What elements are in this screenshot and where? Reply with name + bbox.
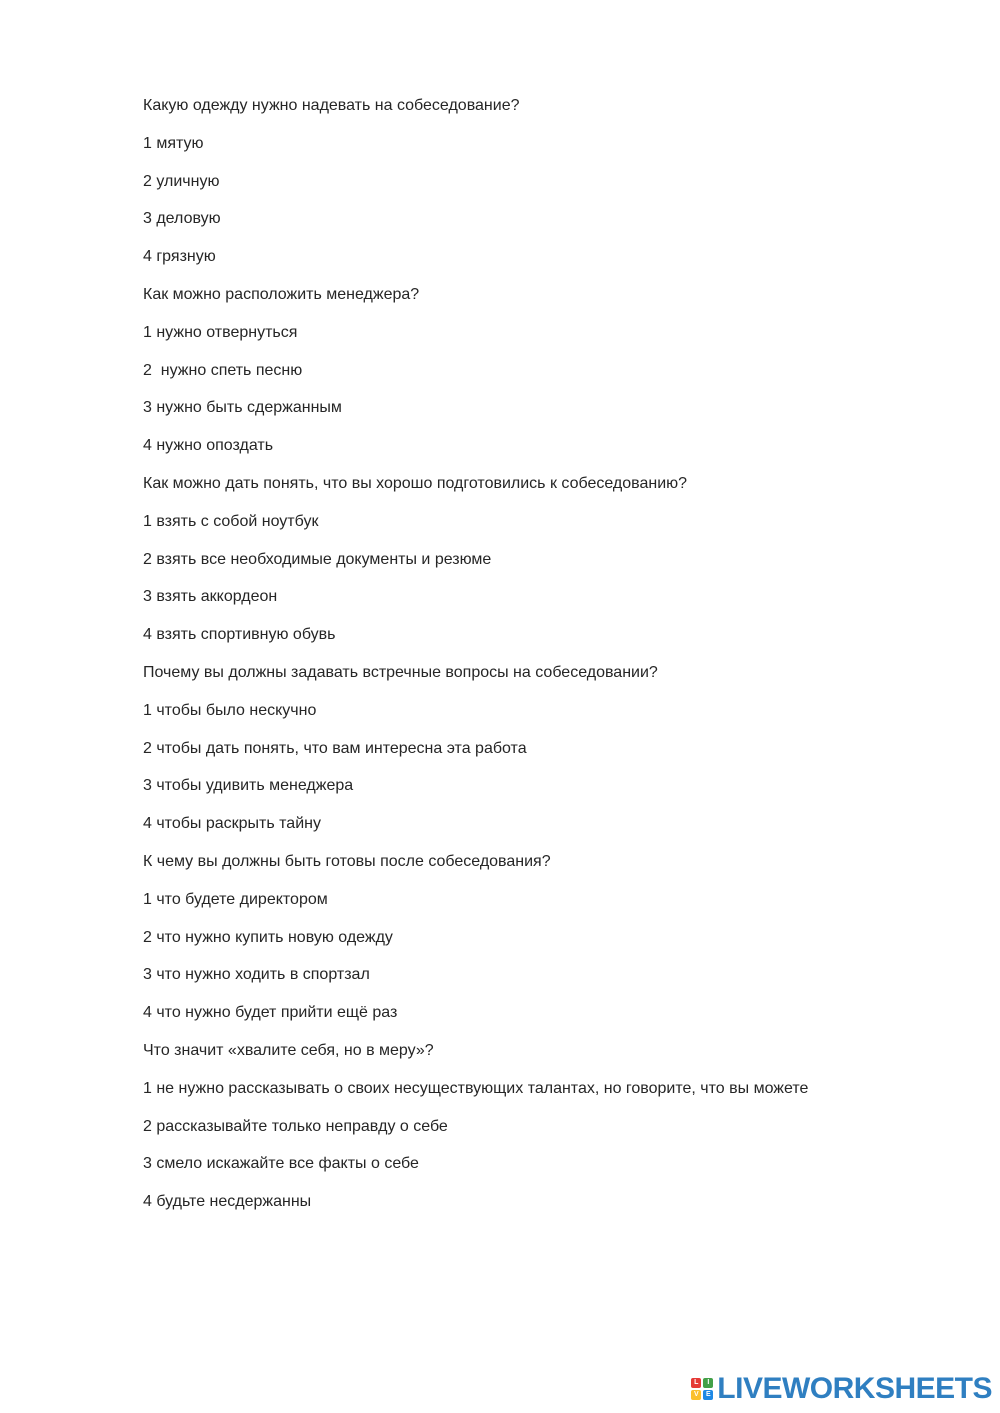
logo-mark-tile: V: [691, 1390, 701, 1400]
question-2-option-4: 4 нужно опоздать: [143, 437, 274, 455]
question-2-option-2: 2 нужно спеть песню: [143, 361, 303, 379]
question-3: Как можно дать понять, что вы хорошо подготовились к собеседованию?: [143, 474, 688, 492]
liveworksheets-logo: [691, 1372, 992, 1406]
question-2-option-1: 1 нужно отвернуться: [143, 323, 298, 341]
logo-text: LIVEWORKSHEETS: [717, 1372, 992, 1405]
question-4: Почему вы должны задавать встречные вопросы на собеседовании?: [143, 663, 658, 681]
question-6-option-3: 3 смело искажайте все факты о себе: [143, 1155, 419, 1173]
question-5-option-1: 1 что будете директором: [143, 890, 328, 908]
question-1-option-3: 3 деловую: [143, 210, 221, 228]
question-4-option-4: 4 чтобы раскрыть тайну: [143, 815, 321, 833]
question-1-option-2: 2 уличную: [143, 172, 220, 190]
logo-mark-tile: E: [703, 1390, 713, 1400]
question-2: Как можно расположить менеджера?: [143, 285, 420, 303]
question-5-option-3: 3 что нужно ходить в спортзал: [143, 966, 370, 984]
question-1-option-1: 1 мятую: [143, 134, 204, 152]
question-3-option-1: 1 взять с собой ноутбук: [143, 512, 319, 530]
logo-mark-tile: L: [691, 1378, 701, 1388]
question-6-option-2: 2 рассказывайте только неправду о себе: [143, 1117, 448, 1135]
question-4-option-3: 3 чтобы удивить менеджера: [143, 777, 354, 795]
question-6-option-4: 4 будьте несдержанны: [143, 1193, 312, 1211]
question-6-option-1: 1 не нужно рассказывать о своих несуществующих талантах, но говорите, что вы можете: [143, 1079, 809, 1097]
question-3-option-4: 4 взять спортивную обувь: [143, 626, 336, 644]
question-1-option-4: 4 грязную: [143, 248, 216, 266]
question-4-option-2: 2 чтобы дать понять, что вам интересна эта работа: [143, 739, 527, 757]
question-1: Какую одежду нужно надевать на собеседование?: [143, 97, 520, 114]
question-5-option-4: 4 что нужно будет прийти ещё раз: [143, 1004, 398, 1022]
question-2-option-3: 3 нужно быть сдержанным: [143, 399, 342, 417]
question-4-option-1: 1 чтобы было нескучно: [143, 701, 317, 719]
question-3-option-3: 3 взять аккордеон: [143, 588, 278, 606]
question-3-option-2: 2 взять все необходимые документы и резюме: [143, 550, 492, 568]
question-6: Что значит «хвалите себя, но в меру»?: [143, 1041, 434, 1059]
worksheet: [143, 96, 963, 1230]
logo-mark-tile: I: [703, 1378, 713, 1388]
question-5: К чему вы должны быть готовы после собеседования?: [143, 852, 551, 870]
question-5-option-2: 2 что нужно купить новую одежду: [143, 928, 393, 946]
logo-mark-icon: [691, 1378, 713, 1400]
